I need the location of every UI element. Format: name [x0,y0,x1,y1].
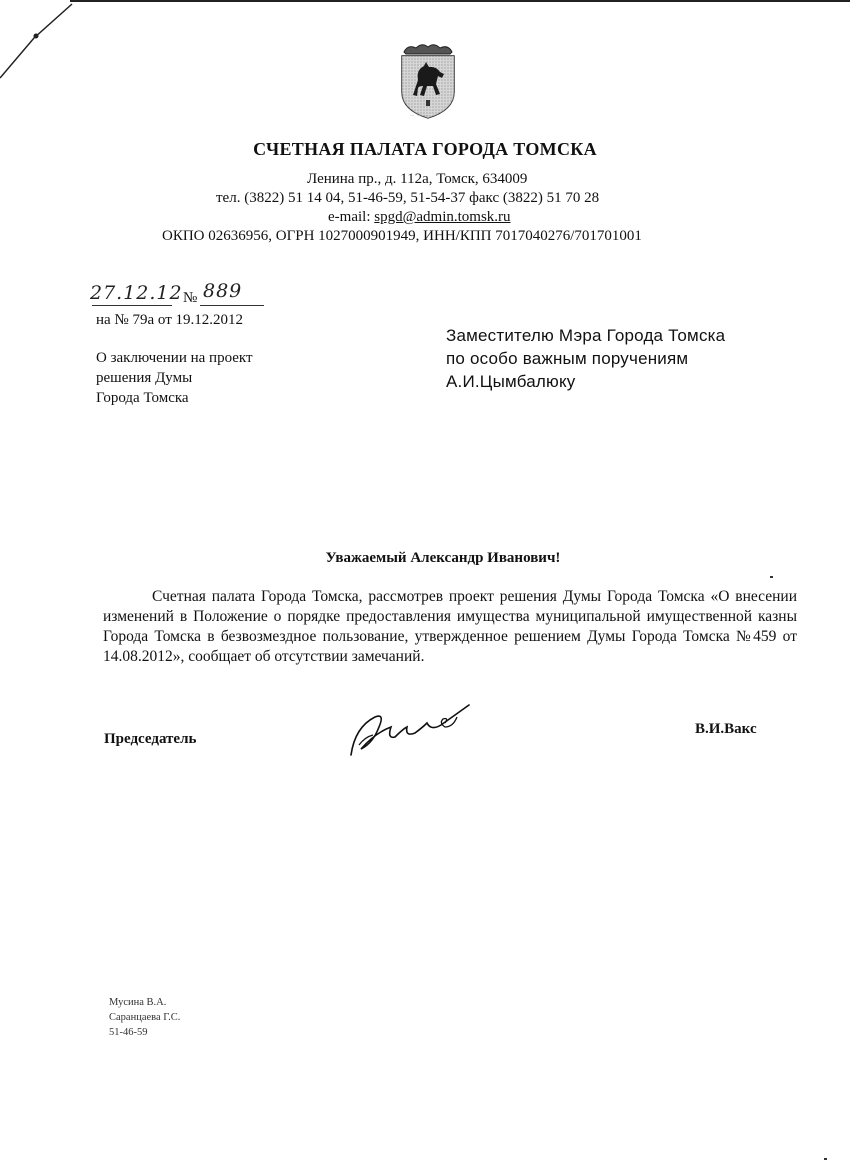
scan-edge-line [70,0,850,2]
registration-date-handwritten: 27.12.12 [90,282,183,304]
organization-email-line [328,209,511,226]
subject-line: О заключении на проект [96,350,253,366]
letter-subject [96,348,253,408]
executors-block [109,995,180,1040]
date-underline [92,305,172,306]
organization-address: Ленина пр., д. 112а, Томск, 634009 [307,171,528,187]
organization-codes: ОКПО 02636956, ОГРН 1027000901949, ИНН/КПП 7017040276/701701001 [162,228,642,244]
addressee-line: А.И.Цымбалюку [446,372,576,391]
signatory-name: В.И.Вакс [695,721,757,737]
scan-speck [770,576,773,578]
crest-caption-mark: — — — [410,112,429,117]
organization-title: СЧЕТНАЯ ПАЛАТА ГОРОДА ТОМСКА [253,139,597,159]
handwritten-signature-icon [345,697,475,765]
registration-number-handwritten: 889 [203,280,243,302]
reference-line: на № 79а от 19.12.2012 [96,312,244,328]
subject-line: Города Томска [96,390,189,406]
addressee-line: Заместителю Мэра Города Томска [446,326,726,345]
addressee-line: по особо важным поручениям [446,349,689,368]
letter-salutation: Уважаемый Александр Иванович! [325,550,561,566]
scan-speck [824,1158,827,1160]
email-label: e-mail: [328,209,371,225]
scan-corner-mark [0,0,75,80]
email-link[interactable]: spgd@admin.tomsk.ru [374,209,511,225]
executor-line: Мусина В.А. [109,997,167,1008]
number-underline [200,305,264,306]
signatory-title: Председатель [104,731,197,747]
subject-line: решения Думы [96,370,193,386]
letter-body: Счетная палата Города Томска, рассмотрев проект решения Думы Города Томска «О внесении изменений в Положение о порядке предоставления имущества муниципальной имущественной казны Города Томска в безвозмездное пользование, утвержденное решением Думы Города Томска №459 от 14.08.2012», сообщает об отсутствии замечаний. [103,588,797,665]
registration-number-label: № [183,290,198,306]
executor-line: Саранцаева Г.С. [109,1012,181,1023]
letter-addressee [446,324,725,393]
tomsk-coat-of-arms-icon [396,40,460,122]
organization-phones: тел. (3822) 51 14 04, 51-46-59, 51-54-37 факс (3822) 51 70 28 [216,190,600,206]
executor-phone: 51-46-59 [109,1027,148,1038]
